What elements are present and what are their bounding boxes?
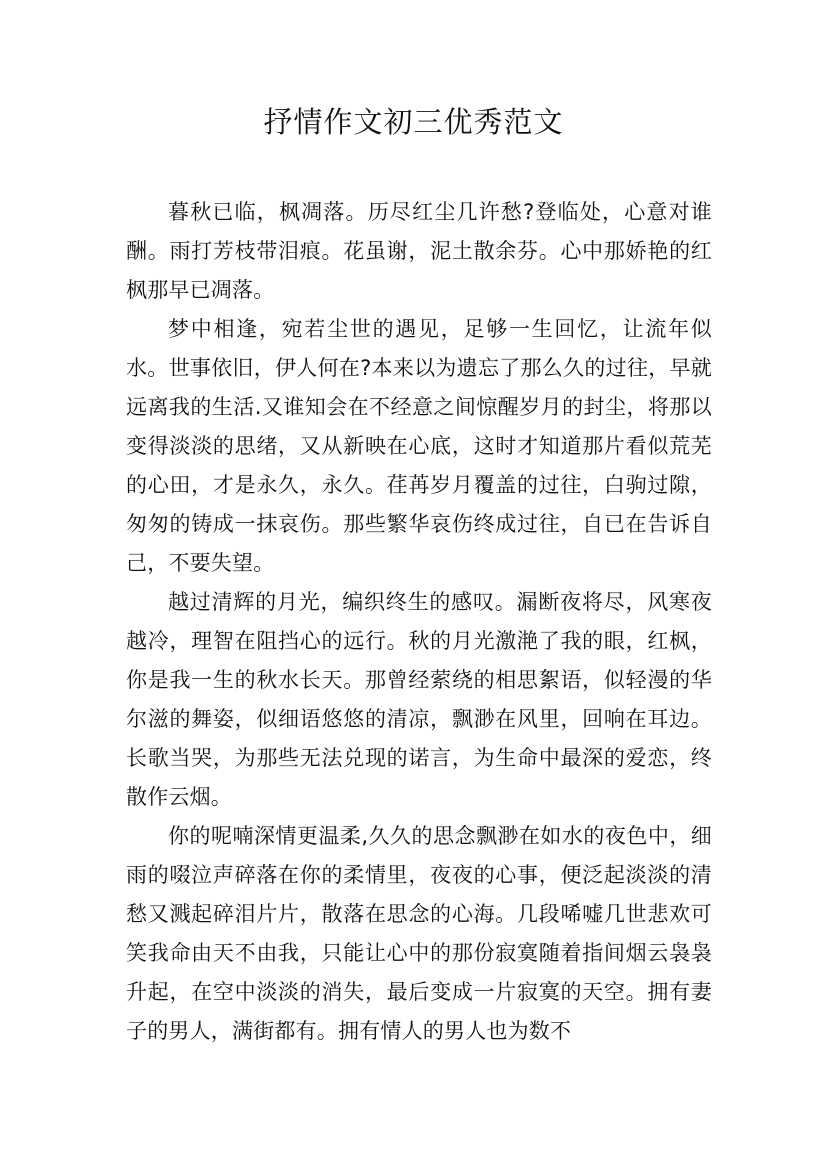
paragraph: 越过清辉的月光，编织终生的感叹。漏断夜将尽，风寒夜越冷，理智在阻挡心的远行。秋的月光激滟了我的眼，红枫，你是我一生的秋水长天。那曾经萦绕的相思絮语，似轻漫的华尔滋的舞姿，似细语悠悠的清凉，飘渺在风里，回响在耳边。长歌当哭，为那些无法兑现的诺言，为生命中最深的爱恋，终散作云烟。 (126, 590, 712, 809)
page-title: 抒情作文初三优秀范文 (263, 105, 564, 139)
article-body (126, 193, 712, 1051)
paragraph: 你的呢喃深情更温柔,久久的思念飘渺在如水的夜色中，细雨的啜泣声碎落在你的柔情里，夜夜的心事，便泛起淡淡的清愁又溅起碎泪片片，散落在思念的心海。几段唏嘘几世悲欢可笑我命由天不由我，只能让心中的那份寂寞随着指间烟云袅袅升起，在空中淡淡的消失，最后变成一片寂寞的天空。拥有妻子的男人，满街都有。拥有情人的男人也为数不 (126, 824, 712, 1043)
paragraph: 暮秋已临，枫凋落。历尽红尘几许愁?登临处，心意对谁酬。雨打芳枝带泪痕。花虽谢，泥土散余芬。心中那娇艳的红枫那早已凋落。 (126, 200, 712, 302)
paragraph: 梦中相逢，宛若尘世的遇见，足够一生回忆，让流年似水。世事依旧，伊人何在?本来以为遗忘了那么久的过往，早就远离我的生活.又谁知会在不经意之间惊醒岁月的封尘，将那以变得淡淡的思绪，又从新映在心底，这时才知道那片看似荒芜的心田，才是永久，永久。荏苒岁月覆盖的过往，白驹过隙，匆匆的铸成一抹哀伤。那些繁华哀伤终成过往，自已在告诉自己，不要失望。 (126, 317, 712, 575)
